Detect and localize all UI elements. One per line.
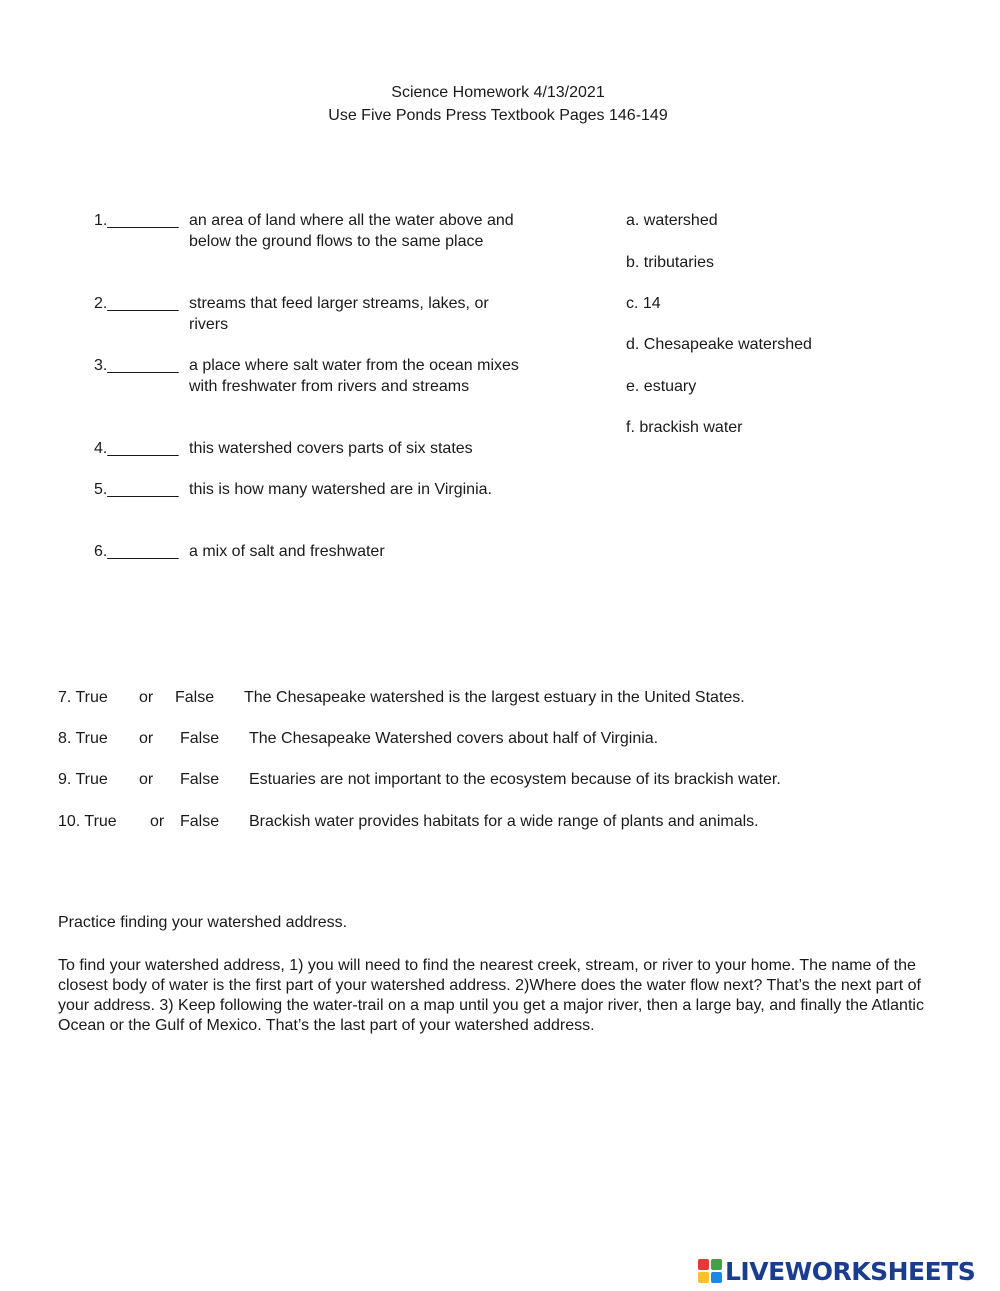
or-label: or bbox=[139, 771, 154, 788]
statement-text: Brackish water provides habitats for a wide range of plants and animals. bbox=[249, 813, 759, 830]
logo-block bbox=[711, 1272, 722, 1283]
question-text: a place where salt water from the ocean mixes with freshwater from rivers and streams bbox=[189, 357, 519, 395]
answer-blank[interactable]: 2.________ bbox=[94, 295, 179, 312]
logo-block bbox=[698, 1259, 709, 1270]
statement-text: Estuaries are not important to the ecosystem because of its brackish water. bbox=[249, 771, 781, 788]
true-option[interactable]: 8. True bbox=[58, 730, 108, 747]
false-option[interactable]: False bbox=[180, 771, 220, 788]
matching-question bbox=[94, 438, 529, 459]
logo-block bbox=[711, 1259, 722, 1270]
or-label: or bbox=[150, 813, 165, 830]
statement-text: The Chesapeake Watershed covers about half of Virginia. bbox=[249, 730, 659, 747]
answer-blank[interactable]: 1.________ bbox=[94, 212, 179, 229]
matching-question bbox=[94, 293, 519, 335]
answer-blank[interactable]: 4.________ bbox=[94, 440, 179, 457]
false-option[interactable]: False bbox=[180, 730, 220, 747]
answer-option: e. estuary bbox=[626, 378, 697, 395]
answer-option: d. Chesapeake watershed bbox=[626, 336, 812, 353]
matching-question bbox=[94, 355, 519, 397]
question-text: this watershed covers parts of six states bbox=[189, 440, 473, 457]
worksheet-title: Science Homework 4/13/2021 bbox=[391, 84, 605, 101]
answer-blank[interactable]: 3.________ bbox=[94, 357, 179, 374]
answer-blank[interactable]: 5.________ bbox=[94, 481, 179, 498]
question-text: this is how many watershed are in Virginia. bbox=[189, 481, 492, 498]
false-option[interactable]: False bbox=[180, 813, 220, 830]
answer-option: c. 14 bbox=[626, 295, 661, 312]
or-label: or bbox=[139, 730, 154, 747]
answer-option: a. watershed bbox=[626, 212, 718, 229]
true-option[interactable]: 10. True bbox=[58, 813, 117, 830]
practice-heading: Practice finding your watershed address. bbox=[58, 914, 348, 931]
logo-blocks-icon bbox=[698, 1259, 722, 1283]
liveworksheets-logo bbox=[698, 1257, 975, 1285]
or-label: or bbox=[139, 689, 154, 706]
matching-question bbox=[94, 541, 519, 562]
question-text: streams that feed larger streams, lakes, or rivers bbox=[189, 295, 489, 333]
true-option[interactable]: 9. True bbox=[58, 771, 108, 788]
matching-question bbox=[94, 210, 519, 252]
matching-question bbox=[94, 479, 519, 500]
answer-blank[interactable]: 6.________ bbox=[94, 543, 179, 560]
answer-option: f. brackish water bbox=[626, 419, 743, 436]
answer-option: b. tributaries bbox=[626, 254, 715, 271]
false-option[interactable]: False bbox=[175, 689, 215, 706]
worksheet-subtitle: Use Five Ponds Press Textbook Pages 146-149 bbox=[328, 107, 668, 124]
practice-paragraph: To find your watershed address, 1) you will need to find the nearest creek, stream, or river to your home. The name of the closest body of water is the first part of your watershed address. 2)Where does the water flow next? That’s the next part of your address. 3) Keep following the water-trail on a map until you get a major river, then a large bay, and finally the Atlantic Ocean or the Gulf of Mexico. That’s the last part of your watershed address. bbox=[58, 957, 924, 1034]
logo-text: LIVEWORKSHEETS bbox=[725, 1256, 976, 1286]
true-option[interactable]: 7. True bbox=[58, 689, 108, 706]
logo-block bbox=[698, 1272, 709, 1283]
question-text: an area of land where all the water above and below the ground flows to the same place bbox=[189, 212, 514, 250]
question-text: a mix of salt and freshwater bbox=[189, 543, 385, 560]
statement-text: The Chesapeake watershed is the largest estuary in the United States. bbox=[244, 689, 745, 706]
